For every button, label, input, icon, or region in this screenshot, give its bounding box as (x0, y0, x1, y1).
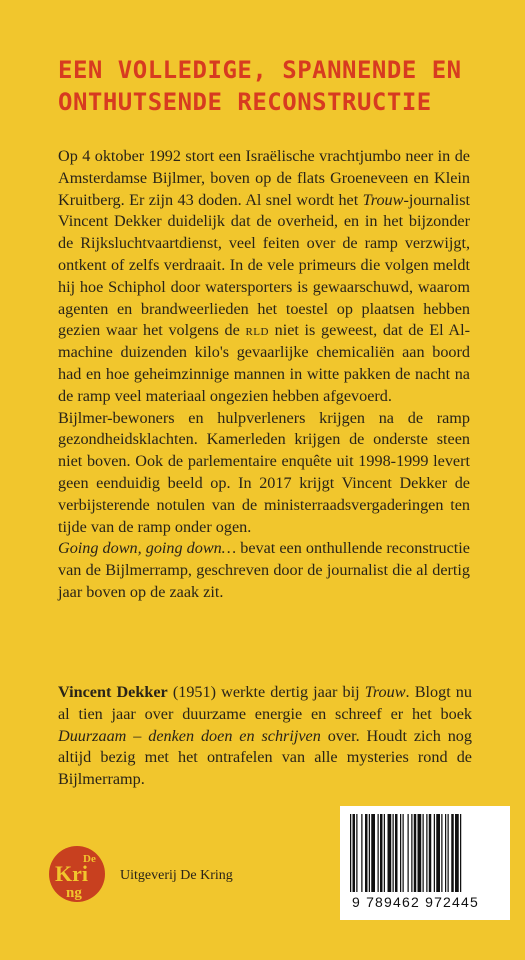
blurb-paragraph-1 (58, 146, 470, 408)
barcode-bar (365, 814, 368, 892)
bio-book-title: Duurzaam – denken doen en schrijven (58, 726, 321, 745)
barcode-bar (388, 814, 392, 892)
logo-text-bottom: ng (66, 885, 82, 901)
blurb (58, 146, 470, 604)
barcode-bar (371, 814, 375, 892)
barcode-bar (393, 814, 394, 892)
barcode-bar (353, 814, 356, 892)
barcode-bar (423, 814, 424, 892)
barcode-bar (426, 814, 427, 892)
blurb-p3-text: bevat een onthullende reconstructie van de Bijlmerramp, geschreven door de journalist die al dertig jaar boven op de zaak zit. (58, 539, 470, 601)
barcode-bar (451, 814, 454, 892)
barcode-bars (350, 814, 500, 892)
barcode-bar (356, 814, 357, 892)
barcode-bar (380, 814, 383, 892)
bio-text-c: over. Houdt zich nog altijd bezig met het ontrafelen van alle mysteries rond de Bijlmerramp. (58, 726, 472, 789)
barcode-bar (369, 814, 370, 892)
barcode-bar (400, 814, 401, 892)
blurb-p1-text-b: -journalist Vincent Dekker duidelijk dat de overheid, en in het bijzonder de Rijksluchtvaartdienst, veel feiten over de ramp verzwijgt, ontkent of zelfs verdraait. In de vele primeurs die volgen meldt hij hoe Schiphol door watersporters is gewaarschuwd, waarom agenten en brandweerlieden het toestel op plaatsen hebben gezien waar het volgens de (58, 190, 470, 340)
barcode-bar (395, 814, 398, 892)
barcode-bar (414, 814, 417, 892)
blurb-paragraph-2: Bijlmer-bewoners en hulpverleners krijgen na de ramp gezondheidsklachten. Kamerleden krijgen de onderste steen niet boven. Ook de parlementaire enquête uit 1998-1999 levert geen eenduidig beeld op. In 2017 krijgt Vincent Dekker de verbijsterende notulen van de ministerraadsvergaderingen ten tijde van de ramp onder ogen. (58, 408, 470, 536)
barcode-bar (445, 814, 446, 892)
logo-text-mid: Kri (55, 861, 88, 886)
barcode-bar (448, 814, 449, 892)
blurb-p1-rld: rld (245, 321, 269, 340)
logo-text-top: De (83, 853, 96, 865)
isbn-barcode (340, 806, 510, 920)
blurb-p1-text-c: niet is geweest, dat de El Al-machine duizenden kilo's gevaarlijke chemicaliën aan boord had en hoe geheimzinnige mannen in witte pakken de nacht na de ramp veel materiaal ongezien hebben afgevoerd. (58, 321, 470, 405)
barcode-bar (455, 814, 459, 892)
blurb-paragraph-3 (58, 538, 470, 603)
barcode-bar (434, 814, 435, 892)
publisher-logo-icon (48, 845, 106, 903)
publisher-name: Uitgeverij De Kring (120, 868, 233, 883)
author-bio-paragraph (58, 682, 472, 791)
headline (58, 54, 488, 118)
headline-line-1: EEN VOLLEDIGE, SPANNENDE EN (58, 56, 462, 84)
blurb-p1-trouw: Trouw (362, 190, 404, 209)
headline-line-2: ONTHUTSENDE RECONSTRUCTIE (58, 88, 432, 116)
barcode-bar (361, 814, 362, 892)
barcode-bar (403, 814, 404, 892)
barcode-bar (411, 814, 412, 892)
isbn-digits: 9 789462 972445 (352, 894, 479, 910)
barcode-bar (384, 814, 385, 892)
bio-text-a: (1951) werkte dertig jaar bij (167, 683, 365, 701)
barcode-bar (436, 814, 440, 892)
bio-text-b: . Blogt nu al tien jaar over duurzame energie en schreef er het boek (58, 683, 472, 723)
barcode-bar (460, 814, 461, 892)
author-bio (58, 682, 472, 791)
barcode-bar (378, 814, 379, 892)
barcode-bar (441, 814, 442, 892)
author-name: Vincent Dekker (58, 683, 168, 701)
bio-trouw: Trouw (364, 683, 406, 701)
barcode-bar (350, 814, 351, 892)
blurb-p3-title: Going down, going down… (58, 539, 237, 558)
barcode-bar (408, 814, 409, 892)
barcode-bar (418, 814, 422, 892)
barcode-bar (429, 814, 432, 892)
blurb-p1-text-a: Op 4 oktober 1992 stort een Israëlische vrachtjumbo neer in de Amsterdamse Bijlmer, boven op de flats Groeneveen en Klein Kruitberg. Er zijn 43 doden. Al snel wordt het (58, 147, 470, 209)
